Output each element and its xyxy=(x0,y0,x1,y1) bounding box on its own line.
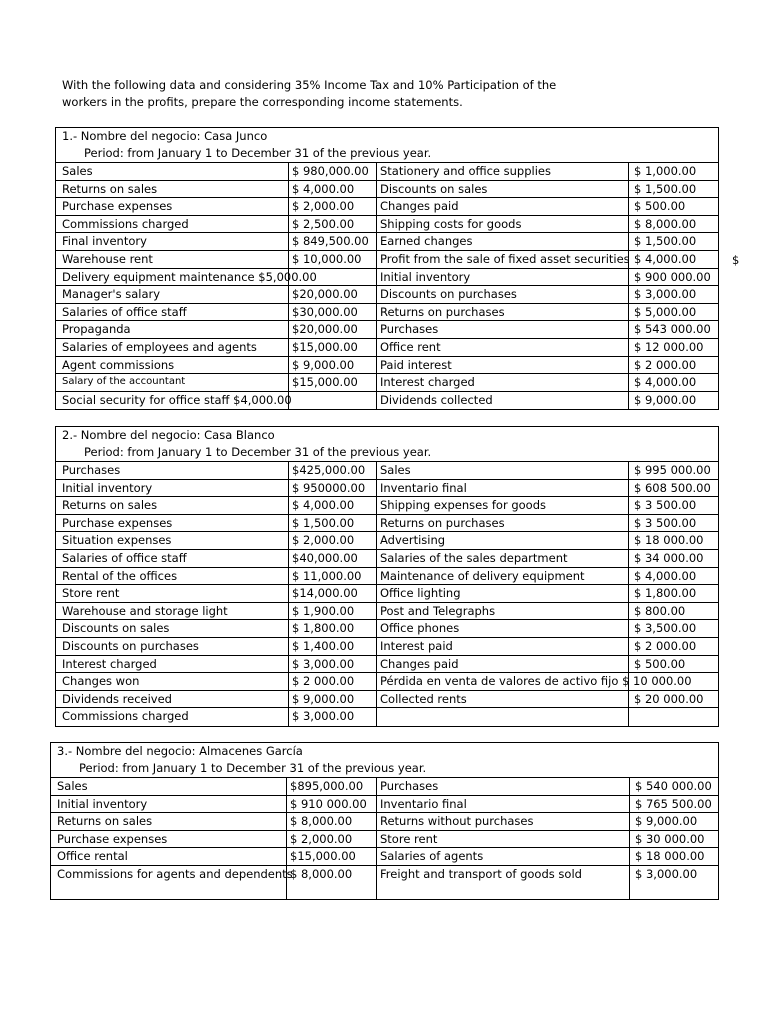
item-amount: $20,000.00 xyxy=(288,286,376,303)
item-label-2: Inventario final xyxy=(376,796,629,813)
table-row xyxy=(56,374,718,392)
table-casa-junco xyxy=(55,127,719,410)
item-amount-2: $ 34 000.00 xyxy=(628,550,720,567)
item-amount-2: $ 8,000.00 xyxy=(628,216,720,233)
item-label: Final inventory xyxy=(62,234,147,249)
item-label: Salaries of office staff xyxy=(62,550,187,565)
item-amount: $ 2,000.00 xyxy=(286,831,376,848)
item-amount: $ 9,000.00 xyxy=(288,691,376,708)
item-label: Rental of the offices xyxy=(62,568,178,583)
item-label-2 xyxy=(376,708,628,726)
item-amount: $ 2,000.00 xyxy=(288,198,376,215)
table-row xyxy=(51,778,718,796)
item-amount-2: $ 800.00 xyxy=(628,603,720,620)
table-period: Period: from January 1 to December 31 of the previous year. xyxy=(79,761,427,775)
item-amount-2: $ 543 000.00 xyxy=(628,321,720,338)
item-label: Warehouse and storage light xyxy=(62,603,228,618)
item-label: Returns on sales xyxy=(62,498,158,513)
table-row xyxy=(51,848,718,866)
item-amount-2: $ 3,500.00 xyxy=(628,620,720,637)
table-row xyxy=(56,638,718,656)
item-amount-2: $ 995 000.00 xyxy=(628,462,720,479)
item-label: Manager's salary xyxy=(62,287,161,302)
item-label-2: Salaries of the sales department xyxy=(376,550,628,567)
instructions-line-1: With the following data and considering 35% Income Tax and 10% Participation of the xyxy=(62,78,557,92)
item-amount: $895,000.00 xyxy=(286,778,376,795)
item-label-2: Shipping expenses for goods xyxy=(376,497,628,514)
table-row xyxy=(56,568,718,586)
item-amount-2: $ 500.00 xyxy=(628,198,720,215)
item-label: Initial inventory xyxy=(62,480,153,495)
item-amount: $ 11,000.00 xyxy=(288,568,376,585)
item-amount: $20,000.00 xyxy=(288,321,376,338)
item-label: Situation expenses xyxy=(62,533,172,548)
item-label: Interest charged xyxy=(62,656,157,671)
item-label: Salaries of employees and agents xyxy=(62,339,257,354)
item-label-2: Collected rents xyxy=(376,691,628,708)
item-amount-2: $ 500.00 xyxy=(628,656,720,673)
item-amount-2: $ 2 000.00 xyxy=(628,638,720,655)
table-row xyxy=(56,321,718,339)
item-label-2: Purchases xyxy=(376,321,628,338)
item-label: Agent commissions xyxy=(62,357,175,372)
item-label: Warehouse rent xyxy=(62,251,153,266)
item-amount: $ 2,000.00 xyxy=(288,532,376,549)
item-label-2: Discounts on sales xyxy=(376,181,628,198)
item-label-2: Office lighting xyxy=(376,585,628,602)
item-label-2: Freight and transport of goods sold xyxy=(376,866,629,899)
item-label-2: Maintenance of delivery equipment xyxy=(376,568,628,585)
item-amount-2: $ 9,000.00 xyxy=(628,392,720,410)
item-amount: $ 1,400.00 xyxy=(288,638,376,655)
table-period: Period: from January 1 to December 31 of the previous year. xyxy=(84,445,432,459)
table-row xyxy=(56,181,718,199)
item-amount-2: $ 4,000.00 xyxy=(628,374,720,391)
item-label-2: Profit from the sale of fixed asset securities xyxy=(376,251,628,268)
item-amount: $ 9,000.00 xyxy=(288,357,376,374)
item-amount-2: $ 1,800.00 xyxy=(628,585,720,602)
item-label: Commissions charged xyxy=(62,216,189,231)
item-amount: $ 980,000.00 xyxy=(288,163,376,180)
item-amount: $ 1,500.00 xyxy=(288,515,376,532)
item-label-2: Office rent xyxy=(376,339,628,356)
item-amount-2: $ 608 500.00 xyxy=(628,480,720,497)
item-amount: $40,000.00 xyxy=(288,550,376,567)
item-label: Purchase expenses xyxy=(62,515,173,530)
table-almacenes-garcia xyxy=(50,742,719,900)
item-amount: $15,000.00 xyxy=(286,848,376,865)
item-label: Delivery equipment maintenance $5,000.00 xyxy=(62,269,317,284)
table-row xyxy=(56,497,718,515)
table-row xyxy=(56,251,718,269)
table-row xyxy=(56,233,718,251)
table-row xyxy=(56,673,718,691)
table-row xyxy=(56,532,718,550)
item-amount-2: $ 1,000.00 xyxy=(628,163,720,180)
table-title: 2.- Nombre del negocio: Casa Blanco xyxy=(62,428,275,442)
item-amount-2: $ 20 000.00 xyxy=(628,691,720,708)
item-amount: $ 1,900.00 xyxy=(288,603,376,620)
item-amount-2: $ 30 000.00 xyxy=(629,831,720,848)
item-label-2: Salaries of agents xyxy=(376,848,629,865)
table-row xyxy=(51,796,718,814)
item-amount-2: $ 765 500.00 xyxy=(629,796,720,813)
item-label-2: Changes paid xyxy=(376,198,628,215)
table-row xyxy=(56,550,718,568)
item-amount: $ 8,000.00 xyxy=(286,866,376,899)
item-label: Discounts on purchases xyxy=(62,638,199,653)
instructions-line-2: workers in the profits, prepare the corresponding income statements. xyxy=(62,95,463,109)
item-amount-2: $ 1,500.00 xyxy=(628,181,720,198)
table-period: Period: from January 1 to December 31 of the previous year. xyxy=(84,146,432,160)
item-label: Commissions charged xyxy=(62,709,189,724)
item-label-2: Office phones xyxy=(376,620,628,637)
item-amount-2: $ 12 000.00 xyxy=(628,339,720,356)
item-label: Changes won xyxy=(62,674,140,689)
table-row xyxy=(56,286,718,304)
item-amount-2: $ 3 500.00 xyxy=(628,515,720,532)
item-amount: $ 10,000.00 xyxy=(288,251,376,268)
item-amount: $ 2 000.00 xyxy=(288,673,376,690)
item-label: Purchases xyxy=(62,463,121,477)
table-row xyxy=(56,603,718,621)
table-row xyxy=(56,691,718,709)
item-label-2: Earned changes xyxy=(376,233,628,250)
item-amount-2: $ 900 000.00 xyxy=(628,269,720,286)
item-label-2: Returns without purchases xyxy=(376,813,629,830)
table-title: 3.- Nombre del negocio: Almacenes García xyxy=(57,744,303,758)
item-amount-2: $ 18 000.00 xyxy=(629,848,720,865)
item-amount-2: $ 1,500.00 xyxy=(628,233,720,250)
item-amount xyxy=(288,392,376,410)
item-label-2: Discounts on purchases xyxy=(376,286,628,303)
item-label: Returns on sales xyxy=(62,181,158,196)
table-row xyxy=(56,480,718,498)
table-row xyxy=(56,656,718,674)
item-label-2: Sales xyxy=(376,462,628,479)
item-label-2: Dividends collected xyxy=(376,392,628,410)
item-amount-2 xyxy=(628,708,720,726)
table-row xyxy=(56,216,718,234)
item-amount-2: $ 3,000.00 xyxy=(628,286,720,303)
item-label: Initial inventory xyxy=(57,796,148,811)
item-label: Office rental xyxy=(57,849,128,864)
item-amount: $425,000.00 xyxy=(288,462,376,479)
item-label: Store rent xyxy=(62,586,120,601)
item-amount-2 xyxy=(628,673,720,690)
table-row xyxy=(56,198,718,216)
table-body xyxy=(51,777,718,899)
item-amount: $ 849,500.00 xyxy=(288,233,376,250)
item-label: Purchase expenses xyxy=(57,831,168,846)
item-amount xyxy=(288,269,376,286)
table-row xyxy=(56,585,718,603)
item-amount: $15,000.00 xyxy=(288,339,376,356)
table-row xyxy=(56,392,718,410)
item-amount: $ 910 000.00 xyxy=(286,796,376,813)
table-row xyxy=(56,708,718,726)
table-row xyxy=(51,831,718,849)
table-row xyxy=(56,462,718,480)
table-body xyxy=(56,461,718,726)
item-label-2: Store rent xyxy=(376,831,629,848)
item-label-2: Interest paid xyxy=(376,638,628,655)
table-row xyxy=(51,813,718,831)
item-amount-2: $ 4,000.00 xyxy=(628,251,720,268)
item-label: Salaries of office staff xyxy=(62,304,187,319)
overflow-dollar-sign: $ xyxy=(732,253,740,267)
item-label: Sales xyxy=(62,164,93,178)
item-label-2: Returns on purchases xyxy=(376,515,628,532)
item-label-2: Paid interest xyxy=(376,357,628,374)
item-label-2: Inventario final xyxy=(376,480,628,497)
item-amount: $ 3,000.00 xyxy=(288,656,376,673)
table-row xyxy=(56,304,718,322)
item-label: Sales xyxy=(57,779,88,793)
item-label: Purchase expenses xyxy=(62,199,173,214)
item-amount: $15,000.00 xyxy=(288,374,376,391)
item-amount: $ 8,000.00 xyxy=(286,813,376,830)
item-amount: $14,000.00 xyxy=(288,585,376,602)
instructions-paragraph xyxy=(62,77,622,111)
item-label-2: Changes paid xyxy=(376,656,628,673)
item-label-2: Stationery and office supplies xyxy=(376,163,628,180)
item-label-2: Initial inventory xyxy=(376,269,628,286)
table-row xyxy=(51,866,718,899)
table-row xyxy=(56,620,718,638)
item-label-2: Interest charged xyxy=(376,374,628,391)
item-amount: $ 4,000.00 xyxy=(288,497,376,514)
item-label: Commissions for agents and dependents xyxy=(57,866,293,881)
table-row xyxy=(56,357,718,375)
item-label: Salary of the accountant xyxy=(62,376,186,388)
item-amount-2: $ 5,000.00 xyxy=(628,304,720,321)
item-amount-2: $ 9,000.00 xyxy=(629,813,720,830)
table-row xyxy=(56,163,718,181)
table-title: 1.- Nombre del negocio: Casa Junco xyxy=(62,129,268,143)
item-amount-2: $ 4,000.00 xyxy=(628,568,720,585)
table-row xyxy=(56,515,718,533)
item-label-2: Pérdida en venta de valores de activo fijo $ 10 000.00 xyxy=(376,673,628,690)
item-label-2: Shipping costs for goods xyxy=(376,216,628,233)
item-amount: $ 2,500.00 xyxy=(288,216,376,233)
table-casa-blanco xyxy=(55,426,719,727)
item-amount-2: $ 540 000.00 xyxy=(629,778,720,795)
item-amount-2: $ 3 500.00 xyxy=(628,497,720,514)
item-amount: $ 950000.00 xyxy=(288,480,376,497)
item-amount: $ 3,000.00 xyxy=(288,708,376,726)
item-label-2: Advertising xyxy=(376,532,628,549)
item-label-2: Post and Telegraphs xyxy=(376,603,628,620)
item-amount-2: $ 3,000.00 xyxy=(629,866,720,899)
item-label-2: Purchases xyxy=(376,778,629,795)
table-row xyxy=(56,269,718,287)
item-label-2: Returns on purchases xyxy=(376,304,628,321)
item-amount-2: $ 2 000.00 xyxy=(628,357,720,374)
item-label: Propaganda xyxy=(62,322,131,337)
item-label: Social security for office staff $4,000.00 xyxy=(62,392,292,407)
item-label: Discounts on sales xyxy=(62,621,170,636)
table-body xyxy=(56,162,718,409)
item-amount-2: $ 18 000.00 xyxy=(628,532,720,549)
item-amount: $30,000.00 xyxy=(288,304,376,321)
item-amount: $ 4,000.00 xyxy=(288,181,376,198)
item-label: Returns on sales xyxy=(57,814,153,829)
item-amount: $ 1,800.00 xyxy=(288,620,376,637)
table-row xyxy=(56,339,718,357)
item-label: Dividends received xyxy=(62,691,172,706)
